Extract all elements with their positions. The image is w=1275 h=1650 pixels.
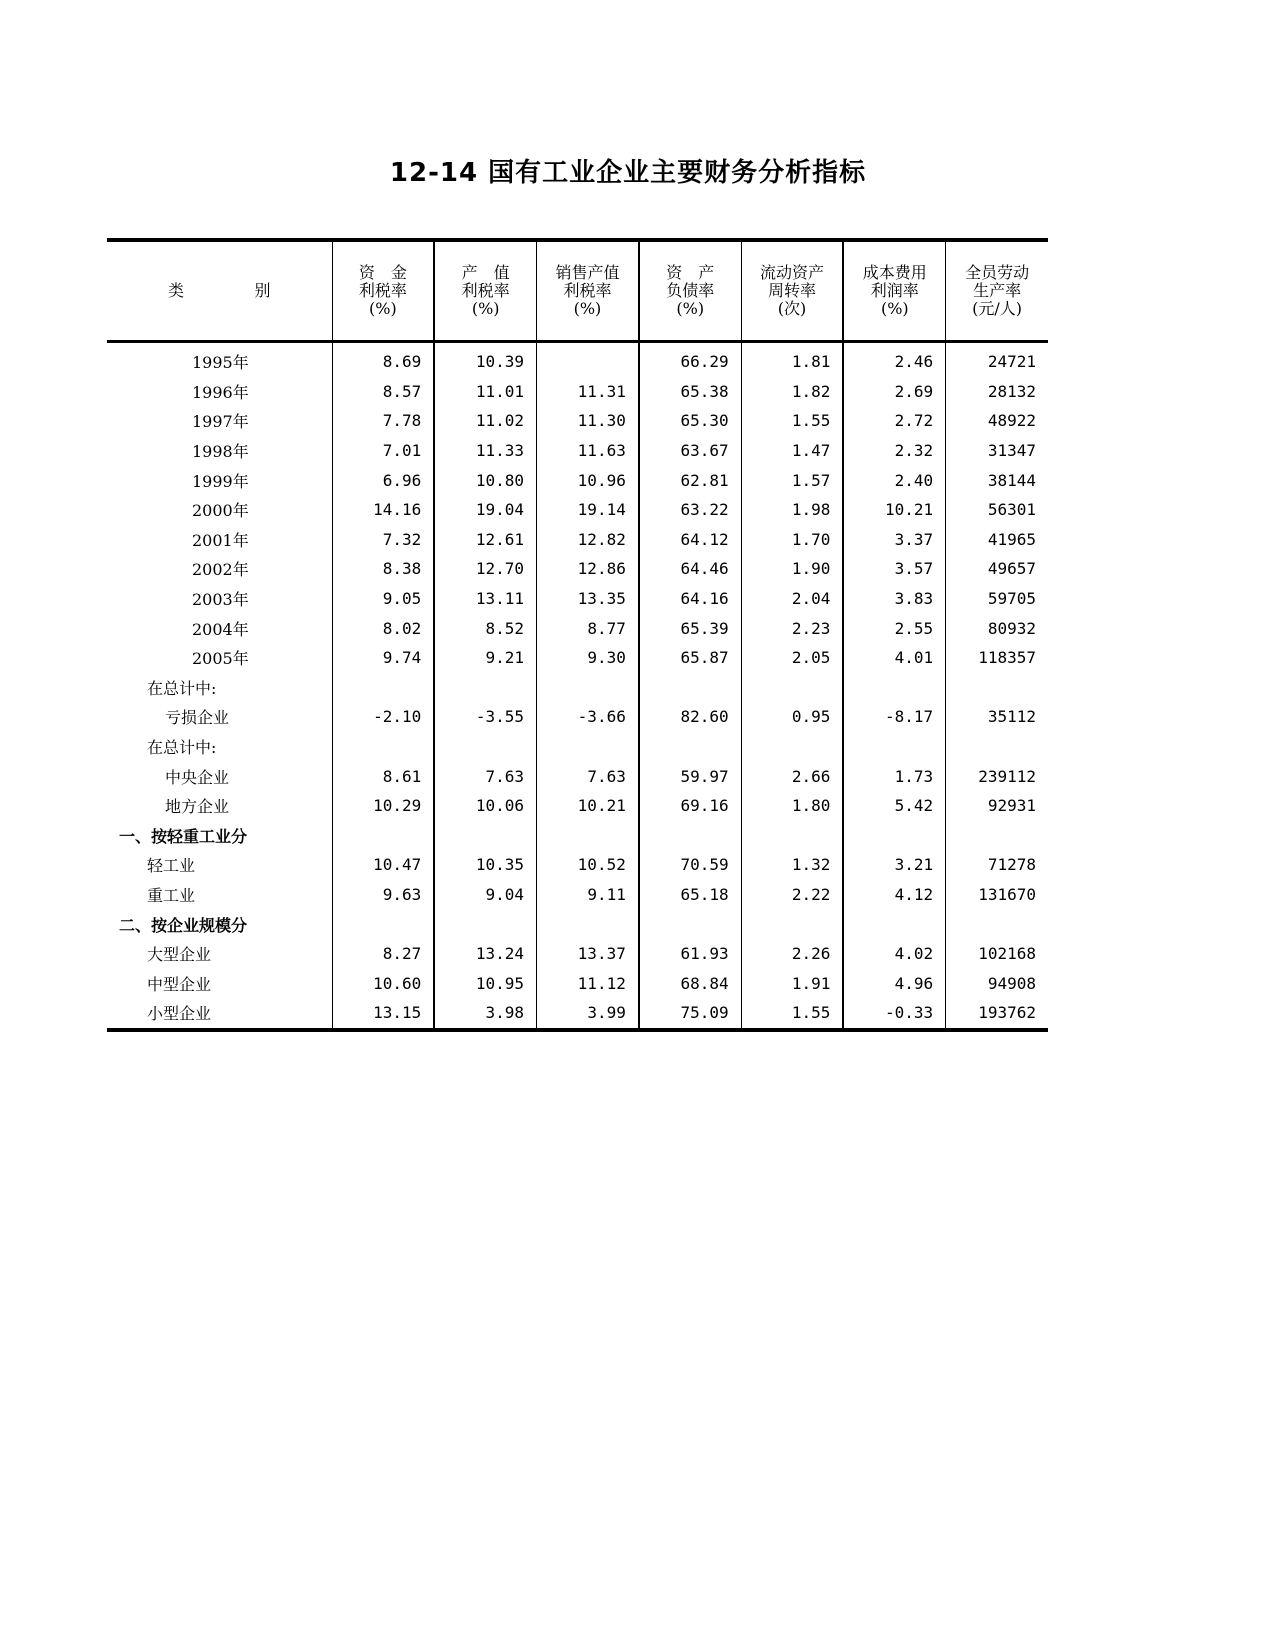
table-cell: 68.84 <box>639 968 741 998</box>
table-cell: 35112 <box>946 702 1048 732</box>
table-cell: -3.55 <box>434 702 536 732</box>
column-header-line: 利税率 <box>461 281 510 300</box>
table-row <box>107 939 1048 969</box>
header-category <box>107 240 332 342</box>
column-header <box>843 240 945 342</box>
table-cell <box>434 909 536 939</box>
table-row <box>107 821 1048 851</box>
table-cell <box>843 673 945 703</box>
table-row <box>107 850 1048 880</box>
table-cell: 3.37 <box>843 525 945 555</box>
table-cell: 38144 <box>946 465 1048 495</box>
table-cell: 9.30 <box>537 643 639 673</box>
table-cell: 70.59 <box>639 850 741 880</box>
table-cell: 7.63 <box>434 761 536 791</box>
table-cell <box>639 732 741 762</box>
row-label: 中型企业 <box>147 974 212 994</box>
table-cell: 10.29 <box>332 791 434 821</box>
table-cell <box>332 732 434 762</box>
row-label: 二、按企业规模分 <box>119 915 248 935</box>
table-cell: 10.80 <box>434 465 536 495</box>
table-cell: 1.32 <box>741 850 843 880</box>
table-cell: -0.33 <box>843 998 945 1030</box>
table-cell: 63.22 <box>639 495 741 525</box>
table-cell: 11.30 <box>537 406 639 436</box>
table-cell: 11.02 <box>434 406 536 436</box>
table-cell: 2.69 <box>843 377 945 407</box>
table-cell: 3.99 <box>537 998 639 1030</box>
column-header-line: 资 金 <box>358 263 407 282</box>
table-cell: 80932 <box>946 613 1048 643</box>
table-cell: 19.14 <box>537 495 639 525</box>
row-label: 在总计中: <box>147 738 217 758</box>
table-cell <box>741 673 843 703</box>
table-cell <box>537 342 639 377</box>
table-body <box>107 342 1048 1030</box>
table-cell: 14.16 <box>332 495 434 525</box>
row-label: 在总计中: <box>147 678 217 698</box>
table-cell: 9.11 <box>537 880 639 910</box>
table-cell: 10.21 <box>843 495 945 525</box>
table-cell: 49657 <box>946 554 1048 584</box>
table-cell: 10.60 <box>332 968 434 998</box>
table-cell: 71278 <box>946 850 1048 880</box>
table-cell: 1.55 <box>741 998 843 1030</box>
table-cell: 2.32 <box>843 436 945 466</box>
row-label: 2005年 <box>192 649 249 669</box>
column-header-line: 利税率 <box>563 281 612 300</box>
column-header-line: (%) <box>880 299 909 318</box>
column-header-line: 生产率 <box>973 281 1022 300</box>
header-category-char: 类 <box>168 281 185 300</box>
table-cell <box>537 732 639 762</box>
table-row <box>107 673 1048 703</box>
table-cell: 11.63 <box>537 436 639 466</box>
table-cell: 8.27 <box>332 939 434 969</box>
table-cell <box>843 821 945 851</box>
table-header-row <box>107 240 1048 342</box>
table-cell <box>946 673 1048 703</box>
table-cell: 6.96 <box>332 465 434 495</box>
row-label: 小型企业 <box>147 1004 212 1024</box>
table-cell <box>434 821 536 851</box>
table-cell: 62.81 <box>639 465 741 495</box>
table-cell: 3.21 <box>843 850 945 880</box>
table-cell: 8.69 <box>332 342 434 377</box>
table-cell: 9.74 <box>332 643 434 673</box>
column-header-line: 成本费用 <box>862 263 927 282</box>
table-cell: 8.77 <box>537 613 639 643</box>
table-cell: 1.47 <box>741 436 843 466</box>
table-row <box>107 465 1048 495</box>
table-cell: 3.83 <box>843 584 945 614</box>
table-cell: 10.21 <box>537 791 639 821</box>
table-cell: 10.96 <box>537 465 639 495</box>
table-cell: 10.52 <box>537 850 639 880</box>
row-label: 2003年 <box>192 590 249 610</box>
table-cell: 2.40 <box>843 465 945 495</box>
table-cell: 65.38 <box>639 377 741 407</box>
column-header-line: (%) <box>573 299 602 318</box>
table-cell: 2.72 <box>843 406 945 436</box>
table-cell: 7.63 <box>537 761 639 791</box>
row-label: 轻工业 <box>147 856 196 876</box>
table-cell: 1.80 <box>741 791 843 821</box>
table-cell <box>639 909 741 939</box>
table-cell: 59.97 <box>639 761 741 791</box>
table-cell: 8.02 <box>332 613 434 643</box>
table-cell <box>332 821 434 851</box>
table-cell: 1.73 <box>843 761 945 791</box>
table-row <box>107 998 1048 1030</box>
table-cell: 0.95 <box>741 702 843 732</box>
column-header-line: (元/人) <box>972 299 1023 318</box>
table-cell: 59705 <box>946 584 1048 614</box>
table-cell: -3.66 <box>537 702 639 732</box>
table-cell: 1.82 <box>741 377 843 407</box>
row-label: 中央企业 <box>165 767 230 787</box>
table-cell: 4.96 <box>843 968 945 998</box>
table-cell: 11.01 <box>434 377 536 407</box>
table-cell: 65.39 <box>639 613 741 643</box>
table-cell: 7.01 <box>332 436 434 466</box>
table-cell: 10.95 <box>434 968 536 998</box>
row-label: 1996年 <box>192 382 249 402</box>
row-label: 地方企业 <box>165 797 230 817</box>
table-cell: 12.70 <box>434 554 536 584</box>
column-header <box>537 240 639 342</box>
table-cell <box>537 821 639 851</box>
table-cell: 12.82 <box>537 525 639 555</box>
table-cell: 10.35 <box>434 850 536 880</box>
table-cell: 3.98 <box>434 998 536 1030</box>
table-row <box>107 791 1048 821</box>
table-cell: 11.31 <box>537 377 639 407</box>
column-header-line: 流动资产 <box>760 263 825 282</box>
table-cell: 7.78 <box>332 406 434 436</box>
table-cell: 64.46 <box>639 554 741 584</box>
table-row <box>107 495 1048 525</box>
page-title: 12-14 国有工业企业主要财务分析指标 <box>389 158 867 188</box>
table-cell <box>332 673 434 703</box>
table-cell: 64.16 <box>639 584 741 614</box>
table-cell: 1.90 <box>741 554 843 584</box>
row-label: 1999年 <box>192 471 249 491</box>
column-header-line: 周转率 <box>768 281 817 300</box>
table-cell <box>946 732 1048 762</box>
row-label: 重工业 <box>147 885 196 905</box>
table-cell <box>741 732 843 762</box>
table-cell <box>537 673 639 703</box>
table-cell: 9.21 <box>434 643 536 673</box>
table-cell: 2.66 <box>741 761 843 791</box>
table-cell: 8.57 <box>332 377 434 407</box>
table-cell: 193762 <box>946 998 1048 1030</box>
row-label: 2004年 <box>192 619 249 639</box>
row-label: 一、按轻重工业分 <box>119 826 248 846</box>
table-cell: 2.26 <box>741 939 843 969</box>
table-cell: 9.63 <box>332 880 434 910</box>
row-label: 2002年 <box>192 560 249 580</box>
table-cell: 4.01 <box>843 643 945 673</box>
table-cell: 7.32 <box>332 525 434 555</box>
column-header-line: 利润率 <box>870 281 919 300</box>
table-cell: 2.46 <box>843 342 945 377</box>
table-cell: 19.04 <box>434 495 536 525</box>
table-cell: 94908 <box>946 968 1048 998</box>
column-header-line: 销售产值 <box>555 263 620 282</box>
table-cell: 1.98 <box>741 495 843 525</box>
table-cell: 28132 <box>946 377 1048 407</box>
column-header-line: 利税率 <box>358 281 407 300</box>
table-row <box>107 968 1048 998</box>
table-row <box>107 880 1048 910</box>
table-cell: 24721 <box>946 342 1048 377</box>
table-cell: 65.18 <box>639 880 741 910</box>
table-row <box>107 377 1048 407</box>
table-cell: 65.30 <box>639 406 741 436</box>
table-cell: 118357 <box>946 643 1048 673</box>
table-cell: 2.04 <box>741 584 843 614</box>
table-cell: 8.61 <box>332 761 434 791</box>
table-cell: 1.55 <box>741 406 843 436</box>
table-cell <box>741 821 843 851</box>
row-label: 大型企业 <box>147 945 212 965</box>
column-header-line: (次) <box>777 299 807 318</box>
table-cell: 131670 <box>946 880 1048 910</box>
table-cell: 13.11 <box>434 584 536 614</box>
table-row <box>107 584 1048 614</box>
table-cell: 4.02 <box>843 939 945 969</box>
table-cell: 2.55 <box>843 613 945 643</box>
table-cell: 1.57 <box>741 465 843 495</box>
table-cell: 11.12 <box>537 968 639 998</box>
table-cell <box>639 821 741 851</box>
table-cell: 2.05 <box>741 643 843 673</box>
column-header-line: (%) <box>471 299 500 318</box>
table-cell: 239112 <box>946 761 1048 791</box>
table-row <box>107 436 1048 466</box>
table-row <box>107 525 1048 555</box>
table-cell: 82.60 <box>639 702 741 732</box>
table-cell: -2.10 <box>332 702 434 732</box>
table-row <box>107 613 1048 643</box>
table-cell <box>741 909 843 939</box>
table-cell: 10.47 <box>332 850 434 880</box>
table-cell: 1.91 <box>741 968 843 998</box>
table-cell: 102168 <box>946 939 1048 969</box>
table-cell: 13.24 <box>434 939 536 969</box>
row-label: 2000年 <box>192 501 249 521</box>
table-cell: 1.81 <box>741 342 843 377</box>
table-row <box>107 761 1048 791</box>
row-label: 2001年 <box>192 530 249 550</box>
column-header-line: 产 值 <box>461 263 510 282</box>
table-row <box>107 643 1048 673</box>
table-cell: 5.42 <box>843 791 945 821</box>
table-cell: -8.17 <box>843 702 945 732</box>
table-cell: 2.22 <box>741 880 843 910</box>
table-cell <box>639 673 741 703</box>
table-cell: 41965 <box>946 525 1048 555</box>
table-cell: 66.29 <box>639 342 741 377</box>
column-header <box>639 240 741 342</box>
table-cell: 12.86 <box>537 554 639 584</box>
column-header <box>946 240 1048 342</box>
table-cell <box>843 909 945 939</box>
table-cell: 9.05 <box>332 584 434 614</box>
table-cell: 31347 <box>946 436 1048 466</box>
table-row <box>107 909 1048 939</box>
table-cell: 13.35 <box>537 584 639 614</box>
row-label: 亏损企业 <box>165 708 230 728</box>
table-cell: 8.52 <box>434 613 536 643</box>
table-cell: 56301 <box>946 495 1048 525</box>
table-cell: 92931 <box>946 791 1048 821</box>
row-label: 1997年 <box>192 412 249 432</box>
table-cell: 12.61 <box>434 525 536 555</box>
table-row <box>107 342 1048 377</box>
table-cell: 61.93 <box>639 939 741 969</box>
column-header-line: (%) <box>369 299 397 318</box>
column-header-line: 资 产 <box>666 263 715 282</box>
column-header-line: 负债率 <box>666 281 715 300</box>
column-header-line: (%) <box>676 299 705 318</box>
table-cell <box>537 909 639 939</box>
table-row <box>107 702 1048 732</box>
column-header <box>741 240 843 342</box>
table-cell <box>434 673 536 703</box>
table-cell: 65.87 <box>639 643 741 673</box>
column-header <box>332 240 434 342</box>
column-header-line: 全员劳动 <box>965 263 1030 282</box>
table-cell: 4.12 <box>843 880 945 910</box>
column-header <box>434 240 536 342</box>
table-cell <box>946 909 1048 939</box>
table-cell: 64.12 <box>639 525 741 555</box>
table-cell: 3.57 <box>843 554 945 584</box>
row-label: 1998年 <box>192 442 249 462</box>
table-cell: 48922 <box>946 406 1048 436</box>
table-cell <box>946 821 1048 851</box>
table-cell: 11.33 <box>434 436 536 466</box>
table-cell: 9.04 <box>434 880 536 910</box>
header-category-char: 别 <box>254 281 271 300</box>
table-cell: 75.09 <box>639 998 741 1030</box>
table-cell: 10.39 <box>434 342 536 377</box>
table-row <box>107 554 1048 584</box>
table-cell: 69.16 <box>639 791 741 821</box>
table-cell: 10.06 <box>434 791 536 821</box>
financial-indicators-table <box>107 238 1048 1032</box>
table-cell: 1.70 <box>741 525 843 555</box>
table-cell <box>434 732 536 762</box>
row-label: 1995年 <box>192 353 249 373</box>
table-cell: 63.67 <box>639 436 741 466</box>
table-cell: 2.23 <box>741 613 843 643</box>
table-cell <box>843 732 945 762</box>
table-cell <box>332 909 434 939</box>
table-cell: 13.15 <box>332 998 434 1030</box>
table-cell: 13.37 <box>537 939 639 969</box>
table-row <box>107 406 1048 436</box>
table-row <box>107 732 1048 762</box>
table-cell: 8.38 <box>332 554 434 584</box>
